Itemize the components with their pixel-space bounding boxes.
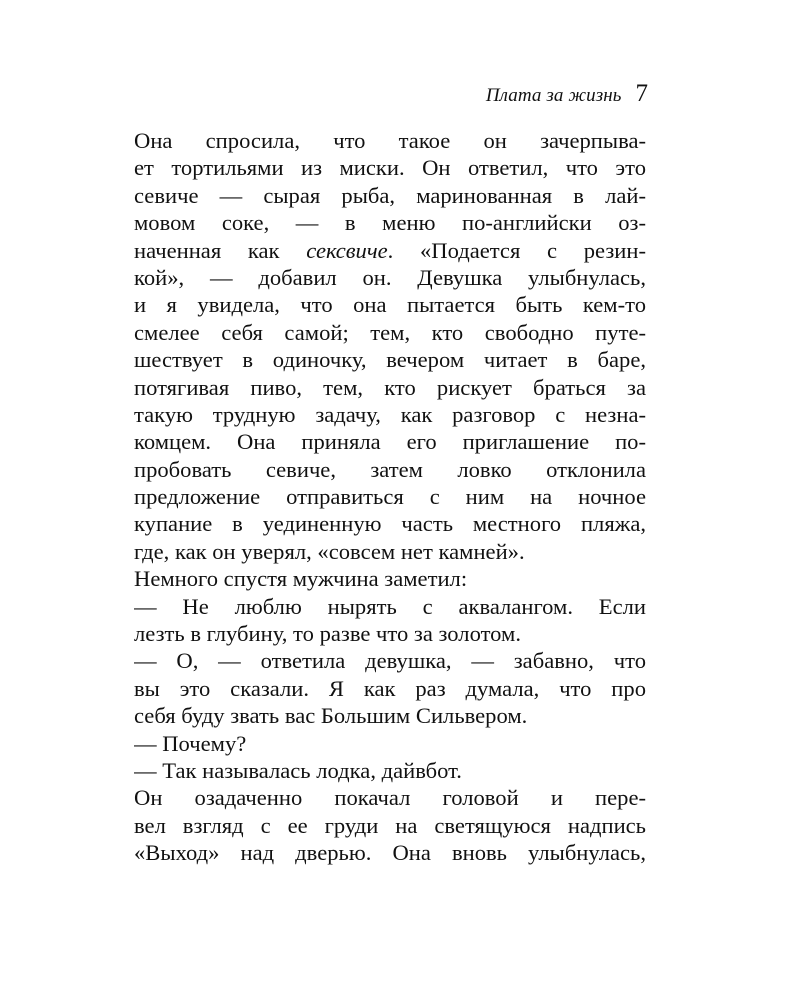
text-segment: вы это сказали. Я как раз думала, что про bbox=[134, 675, 646, 701]
text-segment: наченная как bbox=[134, 237, 307, 263]
running-head bbox=[486, 80, 648, 108]
text-line bbox=[134, 730, 646, 757]
running-title: Плата за жизнь bbox=[485, 85, 622, 106]
text-segment: кой», — добавил он. Девушка улыбнулась, bbox=[134, 264, 646, 290]
text-line bbox=[134, 620, 646, 647]
text-line bbox=[134, 647, 646, 674]
text-line bbox=[134, 291, 646, 318]
text-line bbox=[134, 757, 646, 784]
text-segment: себя буду звать вас Большим Сильвером. bbox=[134, 703, 528, 729]
text-line bbox=[134, 374, 646, 401]
text-line bbox=[134, 702, 646, 729]
text-segment: — Так называлась лодка, дайвбот. bbox=[134, 757, 462, 783]
text-line bbox=[134, 839, 646, 866]
text-line bbox=[134, 401, 646, 428]
text-segment: ет тортильями из миски. Он ответил, что это bbox=[134, 155, 646, 181]
text-segment: — Не люблю нырять с аквалангом. Если bbox=[134, 593, 646, 619]
text-line bbox=[134, 127, 646, 154]
text-segment: . «Подается с резин- bbox=[387, 237, 646, 263]
text-segment: и я увидела, что она пытается быть кем-то bbox=[134, 292, 646, 318]
text-line bbox=[134, 154, 646, 181]
text-segment: мовом соке, — в меню по-английски оз- bbox=[134, 210, 646, 236]
text-segment: шествует в одиночку, вечером читает в баре, bbox=[134, 347, 646, 373]
text-segment: Он озадаченно покачал головой и пере- bbox=[134, 785, 646, 811]
text-line bbox=[134, 593, 646, 620]
text-segment: предложение отправиться с ним на ночное bbox=[134, 484, 646, 510]
text-segment: купание в уединенную часть местного пляжа, bbox=[134, 511, 646, 537]
text-segment: вел взгляд с ее груди на светящуюся надпись bbox=[134, 812, 646, 838]
text-line bbox=[134, 510, 646, 537]
text-segment: пробовать севиче, затем ловко отклонила bbox=[134, 456, 646, 482]
text-line bbox=[134, 182, 646, 209]
text-segment: Немного спустя мужчина заметил: bbox=[134, 566, 468, 592]
text-segment: смелее себя самой; тем, кто свободно путе- bbox=[134, 319, 646, 345]
text-segment: — Почему? bbox=[134, 730, 247, 756]
text-line bbox=[134, 483, 646, 510]
text-segment: Она спросила, что такое он зачерпыва- bbox=[134, 128, 646, 153]
text-line bbox=[134, 538, 646, 565]
text-line bbox=[134, 209, 646, 236]
text-line bbox=[134, 428, 646, 455]
text-segment: севиче — сырая рыба, маринованная в лай- bbox=[134, 182, 646, 208]
text-segment: «Выход» над дверью. Она вновь улыбнулась, bbox=[134, 840, 646, 866]
text-line bbox=[134, 784, 646, 811]
text-segment: где, как он уверял, «совсем нет камней». bbox=[134, 538, 525, 564]
text-segment: потягивая пиво, тем, кто рискует браться за bbox=[134, 374, 646, 400]
text-line bbox=[134, 346, 646, 373]
text-line bbox=[134, 675, 646, 702]
text-line bbox=[134, 237, 646, 264]
text-line bbox=[134, 264, 646, 291]
text-line bbox=[134, 456, 646, 483]
italic-term: сексвиче bbox=[306, 237, 388, 263]
text-segment: лезть в глубину, то разве что за золотом. bbox=[134, 621, 521, 647]
text-line bbox=[134, 319, 646, 346]
text-segment: комцем. Она приняла его приглашение по- bbox=[134, 429, 646, 455]
page-number: 7 bbox=[635, 80, 648, 107]
text-line bbox=[134, 812, 646, 839]
text-segment: — О, — ответила девушка, — забавно, что bbox=[134, 648, 646, 674]
text-line bbox=[134, 565, 646, 592]
text-segment: такую трудную задачу, как разговор с незна- bbox=[134, 401, 646, 427]
body-text bbox=[134, 127, 646, 867]
